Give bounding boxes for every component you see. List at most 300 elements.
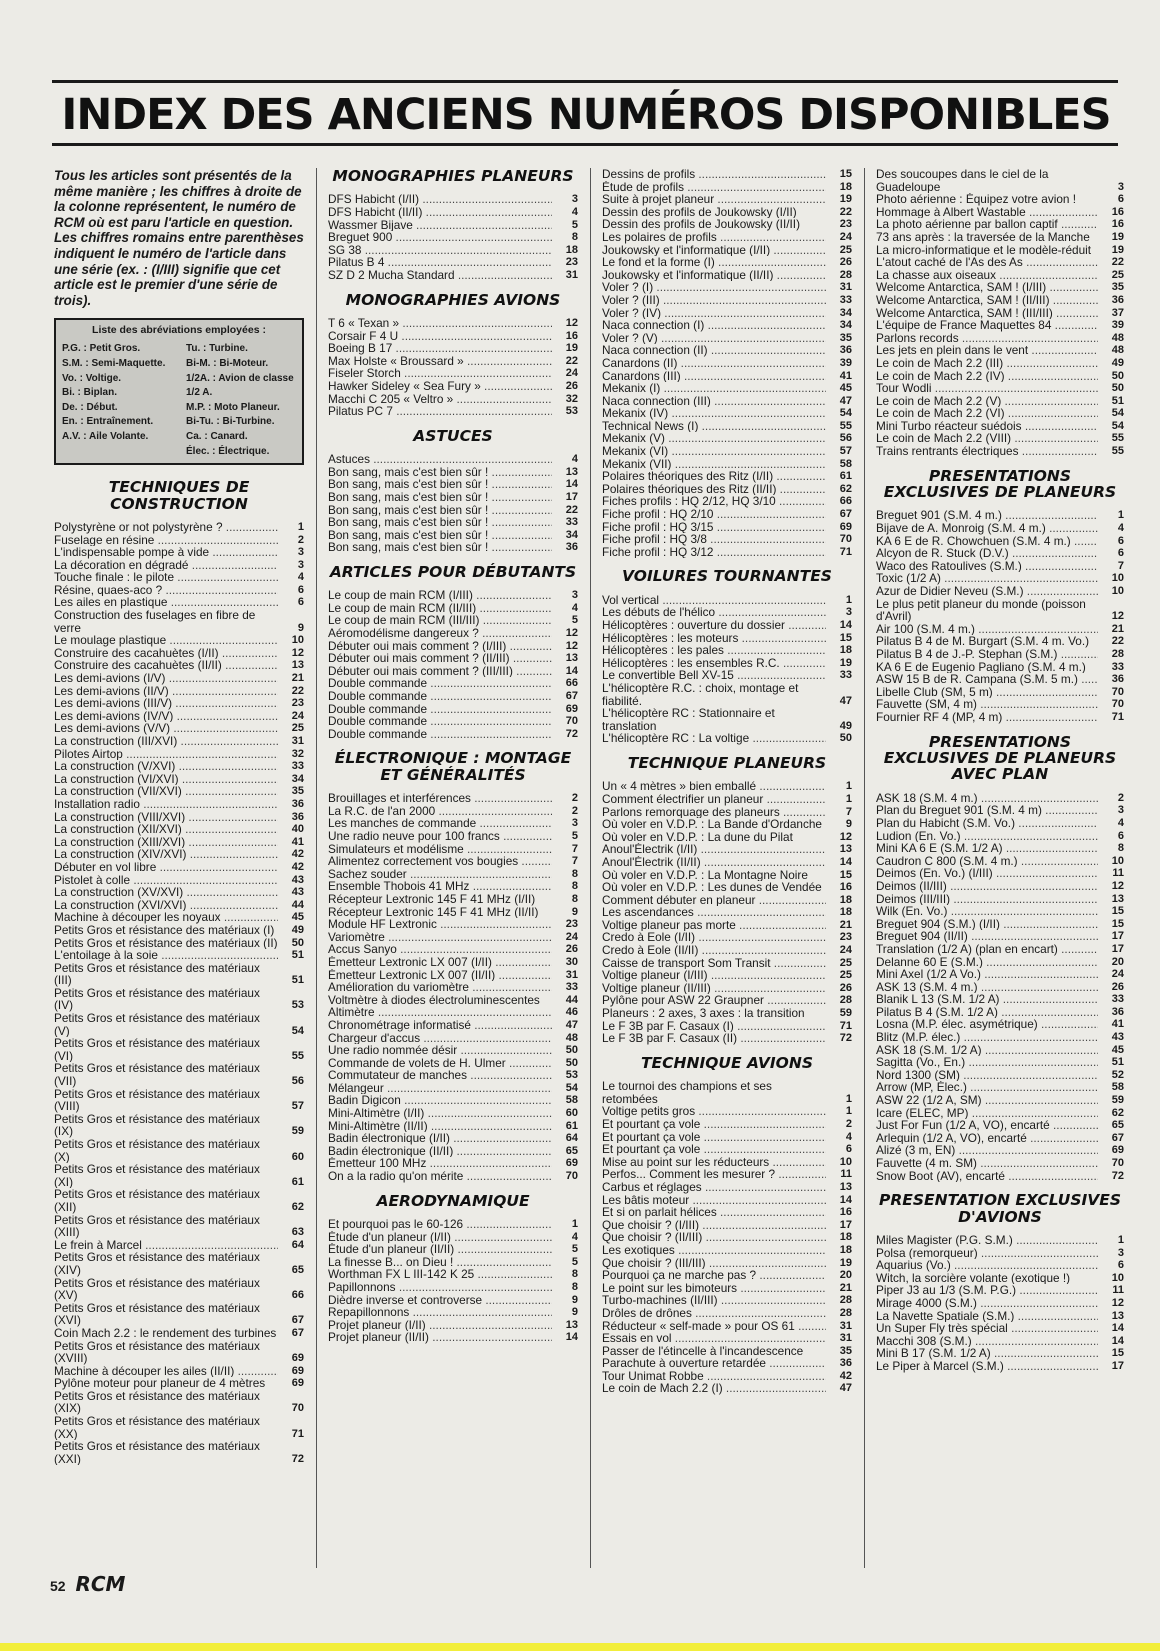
column-4 xyxy=(876,168,1124,1383)
article-entry xyxy=(602,407,852,420)
article-entry xyxy=(602,856,852,869)
article-title: Petits Gros et résistance des matériaux (XXI) xyxy=(54,1440,260,1466)
article-entry xyxy=(328,504,578,517)
article-title: Joukowsky et l'informatique (I/II) ..... xyxy=(602,244,826,257)
article-title: Hommage à Albert Wastable ..... xyxy=(876,206,1098,219)
article-entry xyxy=(328,491,578,504)
article-entry xyxy=(602,1244,852,1257)
issue-number: 42 xyxy=(291,848,304,861)
article-title: Petits Gros et résistance des matériaux (I) xyxy=(54,923,275,937)
article-entry xyxy=(602,669,852,682)
article-entry xyxy=(602,594,852,607)
article-entry xyxy=(328,1218,578,1231)
article-title: Libelle Club (SM, 5 m) ..... xyxy=(876,686,1098,699)
article-title: Bon sang, mais c'est bien sûr ! ..... xyxy=(328,516,552,529)
article-title: Les exotiques ..... xyxy=(602,1244,826,1257)
article-title: Breguet 901 (S.M. 4 m.) ..... xyxy=(876,509,1098,522)
article-entry xyxy=(328,206,578,219)
article-entry xyxy=(328,830,578,843)
article-title: L'hélicoptère R.C. : choix, montage et fiabilité. xyxy=(602,681,799,708)
issue-number: 67 xyxy=(291,1326,304,1339)
issue-number: 50 xyxy=(1111,369,1124,382)
issue-number: 14 xyxy=(1111,1334,1124,1347)
issue-number: 3 xyxy=(1117,180,1124,193)
article-entry xyxy=(328,602,578,615)
article-title: Fauvette (4 m. SM) ..... xyxy=(876,1157,1098,1170)
article-title: Dièdre inverse et controverse ..... xyxy=(328,1294,552,1307)
issue-number: 54 xyxy=(839,407,852,420)
article-title: Macchi 308 (S.M.) ..... xyxy=(876,1335,1098,1348)
article-entry xyxy=(876,1322,1124,1335)
issue-number: 1 xyxy=(1117,509,1124,522)
issue-number: 4 xyxy=(1117,522,1124,535)
article-title: Mirage 4000 (S.M.) ..... xyxy=(876,1297,1098,1310)
issue-number: 47 xyxy=(839,694,852,707)
article-title: Le coin de Mach 2.2 (VI) ..... xyxy=(876,407,1098,420)
issue-number: 18 xyxy=(839,893,852,906)
article-title: Double commande ..... xyxy=(328,728,552,741)
issue-number: 11 xyxy=(840,1168,852,1181)
issue-number: 28 xyxy=(839,1294,852,1307)
issue-number: 12 xyxy=(565,627,578,640)
issue-number: 3 xyxy=(845,606,852,619)
article-entry xyxy=(328,1306,578,1319)
article-entry xyxy=(876,1234,1124,1247)
article-entry xyxy=(54,811,304,824)
article-entry xyxy=(602,344,852,357)
issue-number: 3 xyxy=(571,589,578,602)
article-entry xyxy=(328,868,578,881)
article-entry xyxy=(328,880,578,893)
article-title: Pilatus B 4 de J.-P. Stephan (S.M.) ..... xyxy=(876,648,1098,661)
article-entry xyxy=(328,715,578,728)
article-title: La R.C. de l'an 2000 ..... xyxy=(328,805,552,818)
issue-number: 7 xyxy=(1117,559,1124,572)
article-title: Bon sang, mais c'est bien sûr ! ..... xyxy=(328,491,552,504)
issue-number: 50 xyxy=(839,732,852,745)
article-list xyxy=(602,1080,852,1395)
issue-number: 70 xyxy=(565,715,578,728)
issue-number: 26 xyxy=(839,256,852,269)
article-list xyxy=(328,792,578,1182)
article-title: Voler ? (IV) ..... xyxy=(602,307,826,320)
issue-number: 8 xyxy=(571,880,578,893)
issue-number: 36 xyxy=(1111,1005,1124,1018)
issue-number: 17 xyxy=(839,1218,852,1231)
article-entry xyxy=(602,445,852,458)
issue-number: 69 xyxy=(839,520,852,533)
article-entry xyxy=(876,1297,1124,1310)
abbreviation-entry xyxy=(62,445,186,460)
issue-number: 4 xyxy=(1117,816,1124,829)
issue-number: 36 xyxy=(1111,673,1124,686)
issue-number: 55 xyxy=(1111,445,1124,458)
article-entry xyxy=(328,256,578,269)
article-title: Mise au point sur les réducteurs ..... xyxy=(602,1156,826,1169)
article-title: Air 100 (S.M. 4 m.) ..... xyxy=(876,623,1098,636)
issue-number: 21 xyxy=(291,672,304,685)
issue-number: 25 xyxy=(839,243,852,256)
article-title: Simulateurs et modélisme ..... xyxy=(328,843,552,856)
abbreviation-row xyxy=(62,445,296,460)
issue-number: 47 xyxy=(565,1018,578,1031)
article-entry xyxy=(602,969,852,982)
article-entry xyxy=(876,269,1124,282)
article-title: Fournier RF 4 (MP, 4 m) ..... xyxy=(876,711,1098,724)
article-entry xyxy=(602,231,852,244)
article-entry xyxy=(876,509,1124,522)
issue-number: 57 xyxy=(291,1100,304,1113)
article-title: Le moulage plastique ..... xyxy=(54,634,278,647)
article-entry xyxy=(328,843,578,856)
article-title: Variomètre ..... xyxy=(328,931,552,944)
article-entry xyxy=(54,1188,304,1213)
issue-number: 3 xyxy=(297,546,304,559)
article-title: Wassmer Bijave ..... xyxy=(328,219,552,232)
article-title: Comment débuter en planeur ..... xyxy=(602,894,826,907)
article-entry xyxy=(54,722,304,735)
issue-number: 10 xyxy=(291,634,304,647)
article-title: Tour Wodli ..... xyxy=(876,382,1098,395)
article-entry xyxy=(328,906,578,919)
article-title: La finesse B... on Dieu ! ..... xyxy=(328,1256,552,1269)
article-title: Double commande ..... xyxy=(328,715,552,728)
article-entry xyxy=(54,1251,304,1276)
article-title: Petits Gros et résistance des matériaux (VII) xyxy=(54,1062,260,1088)
article-title: Construction des fuselages en fibre de verre xyxy=(54,609,256,635)
article-entry xyxy=(876,1347,1124,1360)
article-title: Voltmètre à diodes électroluminescentes xyxy=(328,993,540,1007)
article-title: La construction (XIV/XVI) ..... xyxy=(54,848,278,861)
issue-number: 15 xyxy=(839,631,852,644)
article-entry xyxy=(602,1257,852,1270)
article-entry xyxy=(54,1415,304,1440)
article-title: Carbus et réglages ..... xyxy=(602,1181,826,1194)
issue-number: 70 xyxy=(291,1402,304,1415)
article-entry xyxy=(876,1056,1124,1069)
article-entry xyxy=(54,1377,304,1390)
article-title: Le coin de Mach 2.2 (I) ..... xyxy=(602,1382,826,1395)
issue-number: 17 xyxy=(1111,1359,1124,1372)
article-entry xyxy=(876,572,1124,585)
issue-number: 18 xyxy=(839,1243,852,1256)
abbreviation-entry: 1/2 A. xyxy=(186,387,213,399)
article-title: Drôles de drônes ..... xyxy=(602,1307,826,1320)
article-list xyxy=(876,509,1124,723)
article-title: Nord 1300 (SM) ..... xyxy=(876,1069,1098,1082)
issue-number: 61 xyxy=(565,1119,578,1132)
issue-number: 31 xyxy=(291,735,304,747)
article-entry xyxy=(54,571,304,584)
issue-number: 43 xyxy=(1111,1031,1124,1044)
article-title: Hélicoptères : les moteurs ..... xyxy=(602,632,826,645)
article-list xyxy=(328,1218,578,1344)
issue-number: 72 xyxy=(565,727,578,740)
article-title: Voler ? (III) ..... xyxy=(602,294,826,307)
article-entry xyxy=(602,793,852,806)
issue-number: 4 xyxy=(571,1230,578,1243)
article-title: Caudron C 800 (S.M. 4 m.) ..... xyxy=(876,855,1098,868)
issue-number: 55 xyxy=(291,1049,304,1062)
article-title: Les ailes en plastique ..... xyxy=(54,596,278,609)
article-entry xyxy=(602,307,852,320)
article-title: Plan du Breguet 901 (S.M. 4 m) ..... xyxy=(876,804,1098,817)
issue-number: 21 xyxy=(839,1281,852,1294)
article-title: Bijave de A. Monroig (S.M. 4 m.) ..... xyxy=(876,522,1098,535)
article-entry xyxy=(328,1032,578,1045)
article-title: Fiches profils : HQ 2/12, HQ 3/10 ..... xyxy=(602,495,826,508)
article-title: Débuter en vol libre ..... xyxy=(54,861,278,874)
article-entry xyxy=(602,218,852,231)
abbreviations-list xyxy=(62,342,296,459)
issue-number: 15 xyxy=(1111,1347,1124,1360)
article-title: Naca connection (I) ..... xyxy=(602,319,826,332)
issue-number: 18 xyxy=(839,644,852,657)
article-title: Worthman FX L III-142 K 25 ..... xyxy=(328,1268,552,1281)
issue-number: 69 xyxy=(565,702,578,715)
article-title: Récepteur Lextronic 145 F 41 MHz (I/II) xyxy=(328,892,536,906)
issue-number: 64 xyxy=(291,1238,304,1251)
article-title: Petits Gros et résistance des matériaux (XVI) xyxy=(54,1301,260,1327)
article-title: KA 6 E de Eugenio Pagliano (S.M. 4 m.) xyxy=(876,660,1086,674)
issue-number: 14 xyxy=(565,1331,578,1344)
issue-number: 51 xyxy=(1111,394,1124,407)
abbreviation-row xyxy=(62,415,296,430)
article-entry xyxy=(54,584,304,597)
issue-number: 49 xyxy=(839,719,852,732)
article-title: Perfos... Comment les mesurer ? ..... xyxy=(602,1168,826,1181)
article-title: Double commande ..... xyxy=(328,677,552,690)
abbreviation-row xyxy=(62,386,296,401)
issue-number: 69 xyxy=(1111,1144,1124,1157)
article-entry xyxy=(876,842,1124,855)
article-entry xyxy=(602,332,852,345)
issue-number: 1 xyxy=(845,1105,852,1118)
article-title: Polsa (remorqueur) ..... xyxy=(876,1247,1098,1260)
issue-number: 72 xyxy=(839,1032,852,1045)
article-title: Petits Gros et résistance des matériaux (XI) xyxy=(54,1163,260,1189)
article-entry xyxy=(602,806,852,819)
article-title: Le Piper à Marcel (S.M.) ..... xyxy=(876,1360,1098,1373)
issue-number: 3 xyxy=(571,817,578,830)
issue-number: 65 xyxy=(291,1263,304,1276)
issue-number: 48 xyxy=(1111,344,1124,357)
issue-number: 41 xyxy=(291,835,304,848)
article-title: Et pourtant ça vole ..... xyxy=(602,1131,826,1144)
article-entry xyxy=(876,244,1124,257)
article-title: Deimos (III/III) ..... xyxy=(876,893,1098,906)
issue-number: 4 xyxy=(571,453,578,466)
issue-number: 25 xyxy=(839,956,852,969)
article-entry xyxy=(328,1132,578,1145)
article-entry xyxy=(876,307,1124,320)
article-list xyxy=(602,168,852,558)
article-entry xyxy=(54,911,304,924)
article-entry xyxy=(54,1302,304,1327)
article-entry xyxy=(876,1360,1124,1373)
article-title: Le frein à Marcel ..... xyxy=(54,1239,278,1252)
article-title: Le fond et la forme (I) ..... xyxy=(602,256,826,269)
article-entry xyxy=(328,1057,578,1070)
article-entry xyxy=(328,478,578,491)
article-entry xyxy=(602,432,852,445)
article-list xyxy=(876,168,1124,458)
article-title: SZ D 2 Mucha Standard ..... xyxy=(328,269,552,282)
article-title: Badin électronique (I/II) ..... xyxy=(328,1132,552,1145)
article-entry xyxy=(602,818,852,831)
issue-number: 6 xyxy=(297,583,304,596)
issue-number: 49 xyxy=(291,923,304,936)
article-title: Le plus petit planeur du monde (poisson d'Avril) xyxy=(876,597,1086,623)
article-entry xyxy=(602,1194,852,1207)
article-title: Azur de Didier Neveu (S.M.) ..... xyxy=(876,585,1098,598)
article-title: Welcome Antarctica, SAM ! (III/III) ..... xyxy=(876,307,1098,320)
article-entry xyxy=(602,470,852,483)
article-entry xyxy=(54,798,304,811)
article-entry xyxy=(602,370,852,383)
issue-number: 45 xyxy=(839,382,852,395)
article-entry xyxy=(876,560,1124,573)
article-entry xyxy=(876,804,1124,817)
article-entry xyxy=(54,937,304,950)
article-entry xyxy=(602,395,852,408)
article-title: Pilatus B 4 (S.M. 1/2 A) ..... xyxy=(876,1006,1098,1019)
top-rule xyxy=(52,80,1118,83)
abbreviation-entry: Bi-Tu. : Bi-Turbine. xyxy=(186,416,275,428)
article-title: Essais en vol ..... xyxy=(602,1332,826,1345)
article-entry xyxy=(602,1105,852,1118)
column-divider xyxy=(590,168,591,1568)
article-entry xyxy=(876,817,1124,830)
article-entry xyxy=(328,1243,578,1256)
article-title: Chronométrage informatisé ..... xyxy=(328,1019,552,1032)
issue-number: 58 xyxy=(565,1094,578,1107)
article-title: Petits Gros et résistance des matériaux (II) xyxy=(54,936,278,950)
article-title: L'indispensable pompe à vide ..... xyxy=(54,546,278,559)
article-entry xyxy=(876,370,1124,383)
article-title: ASK 13 (S.M. 4 m.) ..... xyxy=(876,981,1098,994)
article-title: Commande de volets de H. Ulmer ..... xyxy=(328,1057,552,1070)
issue-number: 28 xyxy=(839,994,852,1007)
article-entry xyxy=(876,673,1124,686)
issue-number: 54 xyxy=(291,1024,304,1037)
article-title: Installation radio ..... xyxy=(54,798,278,811)
article-entry xyxy=(328,855,578,868)
article-title: Deimos (II/III) ..... xyxy=(876,880,1098,893)
article-entry xyxy=(328,627,578,640)
article-title: La construction (VII/XVI) ..... xyxy=(54,785,278,798)
issue-number: 71 xyxy=(291,1427,304,1440)
article-entry xyxy=(602,931,852,944)
issue-number: 33 xyxy=(1111,660,1124,673)
issue-number: 18 xyxy=(565,243,578,256)
article-title: Petits Gros et résistance des matériaux (XIV) xyxy=(54,1251,260,1277)
article-entry xyxy=(54,672,304,685)
article-entry xyxy=(876,445,1124,458)
article-title: Macchi C 205 « Veltro » ..... xyxy=(328,393,552,406)
article-title: Le coin de Mach 2.2 (VIII) ..... xyxy=(876,432,1098,445)
issue-number: 12 xyxy=(1111,1296,1124,1309)
article-title: La construction (XVI/XVI) ..... xyxy=(54,899,278,912)
article-title: ASK 18 (S.M. 1/2 A) ..... xyxy=(876,1044,1098,1057)
article-entry xyxy=(328,330,578,343)
article-entry xyxy=(602,1282,852,1295)
article-entry xyxy=(602,869,852,882)
issue-number: 6 xyxy=(1117,534,1124,547)
article-entry xyxy=(602,319,852,332)
article-entry xyxy=(602,957,852,970)
issue-number: 10 xyxy=(1111,585,1124,598)
article-title: Arrow (MP, Élec.) ..... xyxy=(876,1081,1098,1094)
issue-number: 59 xyxy=(839,1007,852,1020)
issue-number: 33 xyxy=(291,760,304,773)
issue-number: 22 xyxy=(291,684,304,697)
article-entry xyxy=(328,317,578,330)
article-entry xyxy=(602,657,852,670)
article-entry xyxy=(876,585,1124,598)
issue-number: 32 xyxy=(291,747,304,760)
article-entry xyxy=(602,1231,852,1244)
issue-number: 8 xyxy=(571,867,578,880)
issue-number: 70 xyxy=(839,533,852,546)
article-entry xyxy=(54,987,304,1012)
article-title: Blitz (M.P. élec.) ..... xyxy=(876,1031,1098,1044)
issue-number: 67 xyxy=(1111,1131,1124,1144)
section-title: PRESENTATION EXCLUSIVES D'AVIONS xyxy=(878,1191,1122,1226)
article-title: Bon sang, mais c'est bien sûr ! ..... xyxy=(328,541,552,554)
article-title: Hélicoptères : les pales ..... xyxy=(602,644,826,657)
article-title: Just For Fun (1/2 A, VO), encarté ..... xyxy=(876,1119,1098,1132)
article-entry xyxy=(602,1143,852,1156)
article-entry xyxy=(602,843,852,856)
article-entry xyxy=(54,836,304,849)
issue-number: 7 xyxy=(571,842,578,855)
article-title: La construction (III/XVI) ..... xyxy=(54,735,278,748)
article-title: Alimentez correctement vos bougies ..... xyxy=(328,855,552,868)
article-entry xyxy=(328,1331,578,1344)
article-entry xyxy=(602,982,852,995)
article-title: Pistolet à colle ..... xyxy=(54,874,278,887)
article-entry xyxy=(54,1239,304,1252)
article-entry xyxy=(602,294,852,307)
article-entry xyxy=(54,1365,304,1378)
article-title: Une radio nommée désir ..... xyxy=(328,1044,552,1057)
article-title: Les demi-avions (V/V) ..... xyxy=(54,722,278,735)
issue-number: 14 xyxy=(1111,1322,1124,1335)
article-title: DFS Habicht (II/II) ..... xyxy=(328,206,552,219)
article-title: Mini B 17 (S.M. 1/2 A) ..... xyxy=(876,1347,1098,1360)
issue-number: 61 xyxy=(839,470,852,483)
issue-number: 12 xyxy=(291,646,304,659)
issue-number: 50 xyxy=(565,1044,578,1057)
article-entry xyxy=(876,661,1124,674)
issue-number: 19 xyxy=(839,1256,852,1269)
issue-number: 6 xyxy=(845,1143,852,1156)
issue-number: 34 xyxy=(839,306,852,319)
article-title: Canardons (II) ..... xyxy=(602,357,826,370)
article-entry xyxy=(876,1272,1124,1285)
article-entry xyxy=(328,405,578,418)
article-list xyxy=(602,594,852,745)
article-entry xyxy=(54,1037,304,1062)
article-entry xyxy=(602,619,852,632)
article-entry xyxy=(876,420,1124,433)
article-title: La photo aérienne par ballon captif ..... xyxy=(876,218,1098,231)
issue-number: 15 xyxy=(839,868,852,881)
issue-number: 33 xyxy=(839,669,852,682)
issue-number: 34 xyxy=(565,528,578,541)
section-title: ÉLECTRONIQUE : MONTAGE ET GÉNÉRALITÉS xyxy=(334,749,572,784)
